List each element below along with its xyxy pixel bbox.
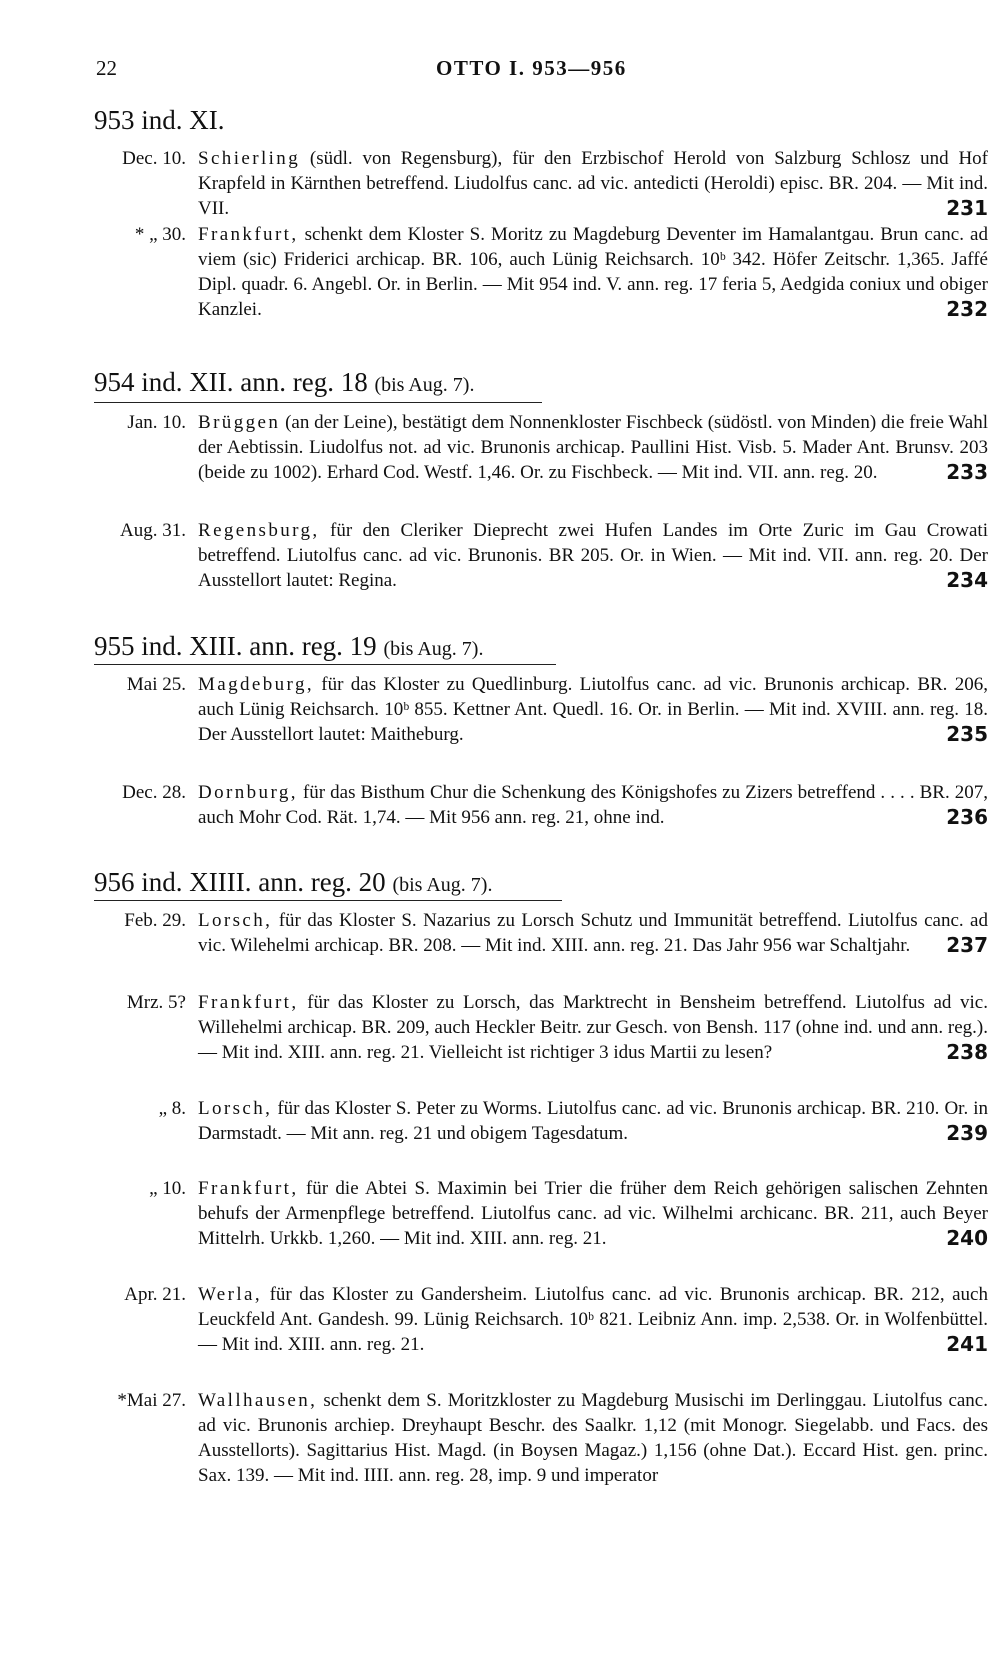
entry-text xyxy=(198,222,988,322)
entry-number: 232 xyxy=(946,297,988,321)
entry-place: Frankfurt, xyxy=(198,1178,299,1199)
year-heading-text: 955 ind. XIII. ann. reg. 19 xyxy=(94,631,377,661)
entry-date: Mrz. 5? xyxy=(126,992,186,1013)
year-heading-956 xyxy=(94,866,492,901)
entry-date: Apr. 21. xyxy=(124,1284,186,1305)
entry-number: 236 xyxy=(946,805,988,829)
year-heading-text: 956 ind. XIIII. ann. reg. 20 xyxy=(94,867,386,897)
entry-date: „ 10. xyxy=(149,1178,186,1199)
year-heading-955 xyxy=(94,630,483,665)
entry-place: Schierling xyxy=(198,148,301,169)
entry-number: 237 xyxy=(946,933,988,957)
entry-number: 231 xyxy=(946,196,988,220)
entry-text xyxy=(198,990,988,1065)
entry-date: Feb. 29. xyxy=(124,910,186,931)
page-number: 22 xyxy=(96,56,117,80)
entry-date: Jan. 10. xyxy=(127,412,186,433)
entry-place: Lorsch, xyxy=(198,910,273,931)
entry-date: Dec. 28. xyxy=(122,782,186,803)
entry-place: Wallhausen, xyxy=(198,1390,318,1411)
entry-date: *Mai 27. xyxy=(117,1390,186,1411)
entry-number: 234 xyxy=(946,568,988,592)
running-head xyxy=(96,56,986,86)
entry-date: „ 8. xyxy=(158,1098,186,1119)
entry-place: Magdeburg, xyxy=(198,674,314,695)
entry-body: für die Abtei S. Maximin bei Trier die früher dem Reich gehörigen salischen Zehnten behufs der Armenpflege betreffend. Liutolfus canc. ad vic. Wilhelmi archicanc. BR. 211, auch Beyer Mittelrh. Urkkb. 1,260. — Mit ind. XIII. ann. reg. 21. xyxy=(198,1178,988,1249)
entry-body: schenkt dem S. Moritzkloster zu Magdeburg Musischi im Derlinggau. Liutolfus canc. ad vic. Brunonis archiep. Dreyhaupt Beschr. des Saalkr. 1,12 (mit Monogr. Siegelabb. und Facs. des Ausstellorts). Sagittarius Hist. Magd. (in Boysen Magaz.) 1,156 (ohne Dat.). Eccard Hist. gen. princ. Sax. 139. — Mit ind. IIII. ann. reg. 28, imp. 9 und imperator xyxy=(198,1390,988,1486)
entry-body: schenkt dem Kloster S. Moritz zu Magdeburg Deventer im Hamalantgau. Brun canc. ad viem (sic) Friderici archicap. BR. 106, auch Lünig Reichsarch. 10ᵇ 342. Höfer Zeitschr. 1,365. Jaffé Dipl. quadr. 6. Angebl. Or. in Berlin. — Mit 954 ind. V. ann. reg. 17 feria 5, Aedgida coniux und obiger Kanzlei. xyxy=(198,224,988,320)
year-heading-953 xyxy=(94,104,225,136)
entry-body: für das Kloster S. Nazarius zu Lorsch Schutz und Immunität betreffend. Liutolfus canc. ad vic. Wilehelmi archicap. BR. 208. — Mit ind. XIII. ann. reg. 21. Das Jahr 956 war Schaltjahr. xyxy=(198,910,988,956)
entry-place: Frankfurt, xyxy=(198,224,299,245)
entry-text xyxy=(198,908,988,958)
entry-text xyxy=(198,410,988,485)
entry-date: Mai 25. xyxy=(126,674,186,695)
entry-number: 238 xyxy=(946,1040,988,1064)
entry-text xyxy=(198,146,988,221)
year-heading-text: 954 ind. XII. ann. reg. 18 xyxy=(94,367,368,397)
entry-text xyxy=(198,780,988,830)
entry-place: Brüggen xyxy=(198,412,281,433)
entry-text xyxy=(198,1388,988,1488)
year-underline xyxy=(94,900,562,901)
running-title: OTTO I. 953—956 xyxy=(436,56,627,80)
entry-body: für das Kloster zu Quedlinburg. Liutolfus canc. ad vic. Brunonis archicap. BR. 206, auch Lünig Reichsarch. 10ᵇ 855. Kettner Ant. Quedl. 16. Or. in Berlin. — Mit ind. XVIII. ann. reg. 18. Der Ausstellort lautet: Maitheburg. xyxy=(198,674,988,745)
entry-body: (an der Leine), bestätigt dem Nonnenkloster Fischbeck (südöstl. von Minden) die freie Wahl der Aebtissin. Liudolfus not. ad vic. Brunonis archicap. Paullini Hist. Visb. 5. Mader Ant. Brunsv. 203 (beide zu 1002). Erhard Cod. Westf. 1,46. Or. zu Fischbeck. — Mit ind. VII. ann. reg. 20. xyxy=(198,412,988,483)
year-underline xyxy=(94,402,542,403)
entry-text xyxy=(198,1096,988,1146)
entry-place: Regensburg, xyxy=(198,520,320,541)
entry-body: für das Kloster S. Peter zu Worms. Liutolfus canc. ad vic. Brunonis archicap. BR. 210. Or. in Darmstadt. — Mit ann. reg. 21 und obigem Tagesdatum. xyxy=(198,1098,988,1144)
entry-number: 241 xyxy=(946,1332,988,1356)
entry-place: Werla, xyxy=(198,1284,263,1305)
entry-number: 239 xyxy=(946,1121,988,1145)
entry-body: für das Kloster zu Lorsch, das Marktrecht in Bensheim betreffend. Liutolfus ad vic. Willehelmi archicap. BR. 209, auch Heckler Beitr. zur Gesch. von Bensh. 117 (ohne ind. und ann. reg.). — Mit ind. XIII. ann. reg. 21. Vielleicht ist richtiger 3 idus Martii zu lesen? xyxy=(198,992,988,1063)
year-underline xyxy=(94,664,556,665)
entry-text xyxy=(198,672,988,747)
year-heading-954 xyxy=(94,366,474,401)
entry-number: 235 xyxy=(946,722,988,746)
entry-body: (südl. von Regensburg), für den Erzbischof Herold von Salzburg Schlosz und Hof Krapfeld in Kärnthen betreffend. Liudolfus canc. ad vic. antedicti (Heroldi) episc. BR. 204. — Mit ind. VII. xyxy=(198,148,988,219)
entry-place: Lorsch, xyxy=(198,1098,273,1119)
entry-text xyxy=(198,1176,988,1251)
entry-date: * „ 30. xyxy=(134,224,186,245)
year-heading-suffix: (bis Aug. 7). xyxy=(392,874,493,896)
entry-number: 233 xyxy=(946,460,988,484)
year-heading-text: 953 ind. XI. xyxy=(94,105,225,135)
entry-body: für das Kloster zu Gandersheim. Liutolfus canc. ad vic. Brunonis archicap. BR. 212, auch Leuckfeld Ant. Gandesh. 99. Lünig Reichsarch. 10ᵇ 821. Leibniz Ann. imp. 2,538. Or. in Wolfenbüttel. — Mit ind. XIII. ann. reg. 21. xyxy=(198,1284,988,1355)
year-heading-suffix: (bis Aug. 7). xyxy=(374,374,475,396)
entry-body: für das Bisthum Chur die Schenkung des Königshofes zu Zizers betreffend . . . . BR. 207, auch Mohr Cod. Rät. 1,74. — Mit 956 ann. reg. 21, ohne ind. xyxy=(198,782,988,828)
entry-text xyxy=(198,518,988,593)
entry-place: Frankfurt, xyxy=(198,992,299,1013)
entry-body: für den Cleriker Dieprecht zwei Hufen Landes im Orte Zuric im Gau Crowati betreffend. Liutolfus canc. ad vic. Brunonis. BR 205. Or. in Wien. — Mit ind. VII. ann. reg. 20. Der Ausstellort lautet: Regina. xyxy=(198,520,988,591)
entry-text xyxy=(198,1282,988,1357)
entry-date: Dec. 10. xyxy=(122,148,186,169)
entry-number: 240 xyxy=(946,1226,988,1250)
entry-date: Aug. 31. xyxy=(120,520,186,541)
year-heading-suffix: (bis Aug. 7). xyxy=(383,638,484,660)
entry-place: Dornburg, xyxy=(198,782,298,803)
